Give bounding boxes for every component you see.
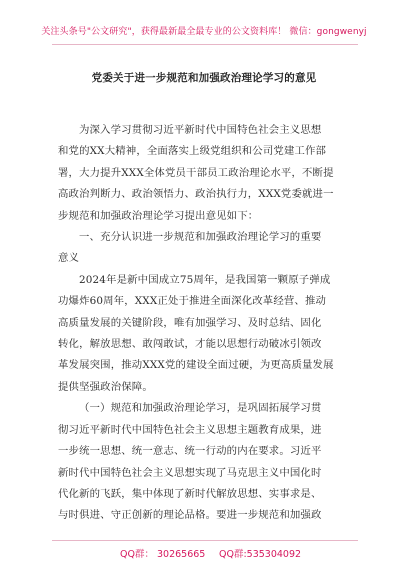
section-heading-line: 意义 <box>58 252 80 265</box>
body-line: 转化，解放思想、敢闯敢试，才能以思想行动破冰引领改 <box>58 338 322 351</box>
footer-qq-group-1: QQ群： 30265665 <box>120 549 206 560</box>
header-banner: 关注头条号"公文研究"，获得最新最全最专业的公文资料库！ 微信：gongwenyj <box>41 27 367 37</box>
footer-qq-group-2: QQ群:535304092 <box>219 549 302 560</box>
body-line: 代化新的飞跃，集中体现了新时代解放思想、实事求是、 <box>58 487 322 500</box>
body-line: 功爆炸60周年，XXX正处于推进全面深化改革经营、推动 <box>58 295 327 308</box>
body-line: （一）规范和加强政治理论学习，是巩固拓展学习贯 <box>79 402 322 415</box>
footer-divider <box>52 540 358 541</box>
body-line: 2024年是新中国成立75周年，是我国第一颗原子弹成 <box>79 273 331 286</box>
footer <box>0 546 408 562</box>
body-line: 为深入学习贯彻习近平新时代中国特色社会主义思想 <box>79 124 322 136</box>
body-line: 提供坚强政治保障。 <box>58 380 153 393</box>
section-heading-line: 一、充分认识进一步规范和加强政治理论学习的重要 <box>79 231 322 244</box>
body-line: 一步统一思想、统一意志、统一行动的内在要求。习近平 <box>58 445 322 458</box>
body-line: 步规范和加强政治理论学习提出意见如下： <box>58 209 259 222</box>
header-divider <box>52 44 358 45</box>
body-line: 高政治判断力、政治领悟力、政治执行力，XXX党委就进一 <box>58 188 334 201</box>
body-line: 高质量发展的关键阶段，唯有加强学习、及时总结、固化 <box>58 316 322 329</box>
document-title: 党委关于进一步规范和加强政治理论学习的意见 <box>91 72 317 84</box>
body-line: 与时俱进、守正创新的理论品格。要进一步规范和加强政 <box>58 509 322 522</box>
body-line: 新时代中国特色社会主义思想实现了马克思主义中国化时 <box>58 466 322 479</box>
body-line: 彻习近平新时代中国特色社会主义思想主题教育成果，进 <box>58 423 322 436</box>
document-body <box>58 120 356 527</box>
body-line: 署，大力提升XXX全体党员干部员工政治理论水平，不断提 <box>58 166 334 179</box>
body-line: 革发展突围，推动XXX党的建设全面过硬，为更高质量发展 <box>58 359 334 372</box>
body-line: 和党的XX大精神，全面落实上级党组织和公司党建工作部 <box>58 145 327 158</box>
